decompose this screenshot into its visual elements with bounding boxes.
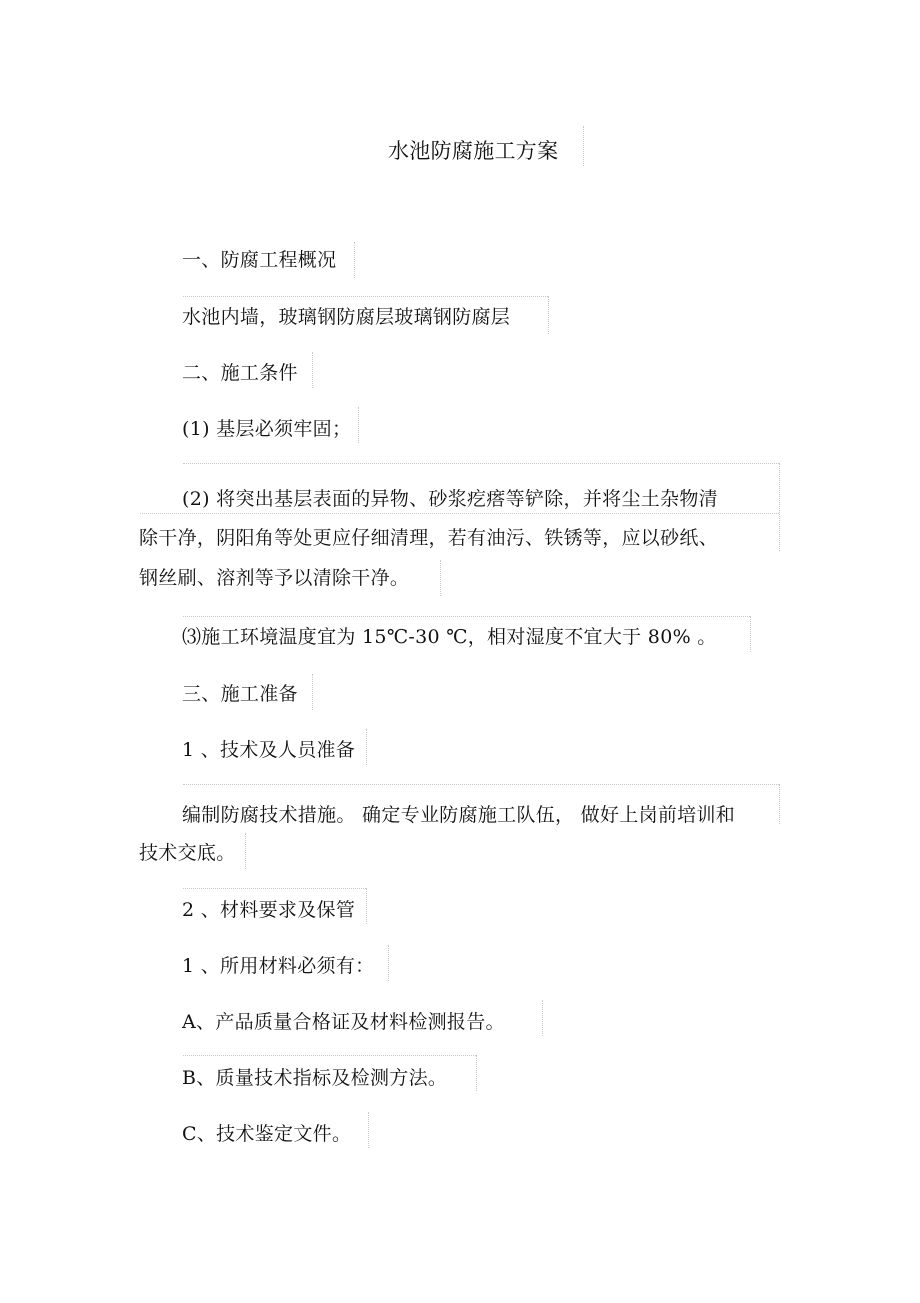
materials-item-b: B、质量技术指标及检测方法。: [182, 1067, 448, 1089]
guide-line: [183, 463, 779, 464]
paragraph-preparation-line-1: 编制防腐技术措施。 确定专业防腐施工队伍， 做好上岗前培训和: [182, 804, 736, 826]
condition-item-2-line-3: 钢丝刷、溶剂等予以清除干净。: [139, 567, 410, 589]
guide-line: [440, 560, 441, 596]
guide-line: [312, 674, 313, 710]
document-title: 水池防腐施工方案: [388, 139, 559, 163]
guide-line: [388, 945, 389, 981]
guide-line: [354, 242, 355, 278]
guide-line: [779, 463, 780, 551]
materials-item-a: A、产品质量合格证及材料检测报告。: [182, 1011, 505, 1033]
guide-line: [183, 784, 779, 785]
section-heading-overview: 一、防腐工程概况: [182, 249, 337, 271]
guide-line: [312, 352, 313, 388]
condition-item-2-line-1: (2) 将突出基层表面的异物、砂浆疙瘩等铲除，并将尘土杂物清: [182, 488, 718, 510]
guide-line: [183, 296, 548, 297]
guide-line: [779, 784, 780, 824]
condition-item-1: (1) 基层必须牢固；: [182, 418, 352, 440]
subsection-materials: 2 、材料要求及保管: [182, 899, 356, 921]
guide-line: [140, 513, 779, 514]
condition-item-3: ⑶施工环境温度宜为 15℃-30 ℃，相对湿度不宜大于 80% 。: [182, 626, 717, 648]
guide-line: [583, 126, 584, 166]
guide-line: [366, 888, 367, 924]
guide-line: [183, 1055, 476, 1056]
guide-line: [366, 729, 367, 765]
guide-line: [750, 616, 751, 652]
section-heading-conditions: 二、施工条件: [182, 362, 298, 384]
condition-item-2-line-2: 除干净，阴阳角等处更应仔细清理，若有油污、铁锈等，应以砂纸、: [139, 527, 719, 549]
paragraph-preparation-line-2: 技术交底。: [139, 842, 236, 864]
guide-line: [476, 1055, 477, 1091]
guide-line: [548, 296, 549, 334]
section-heading-preparation: 三、施工准备: [182, 683, 298, 705]
materials-item-c: C、技术鉴定文件。: [182, 1123, 352, 1145]
guide-line: [358, 407, 359, 443]
guide-line: [245, 833, 246, 869]
guide-line: [183, 616, 750, 617]
paragraph-overview: 水池内墙，玻璃钢防腐层玻璃钢防腐层: [182, 306, 511, 328]
guide-line: [542, 1000, 543, 1036]
guide-line: [183, 888, 366, 889]
guide-line: [368, 1112, 369, 1148]
subsection-technical-personnel: 1 、技术及人员准备: [182, 739, 356, 761]
materials-requirement-heading: 1 、所用材料必须有：: [182, 955, 375, 977]
